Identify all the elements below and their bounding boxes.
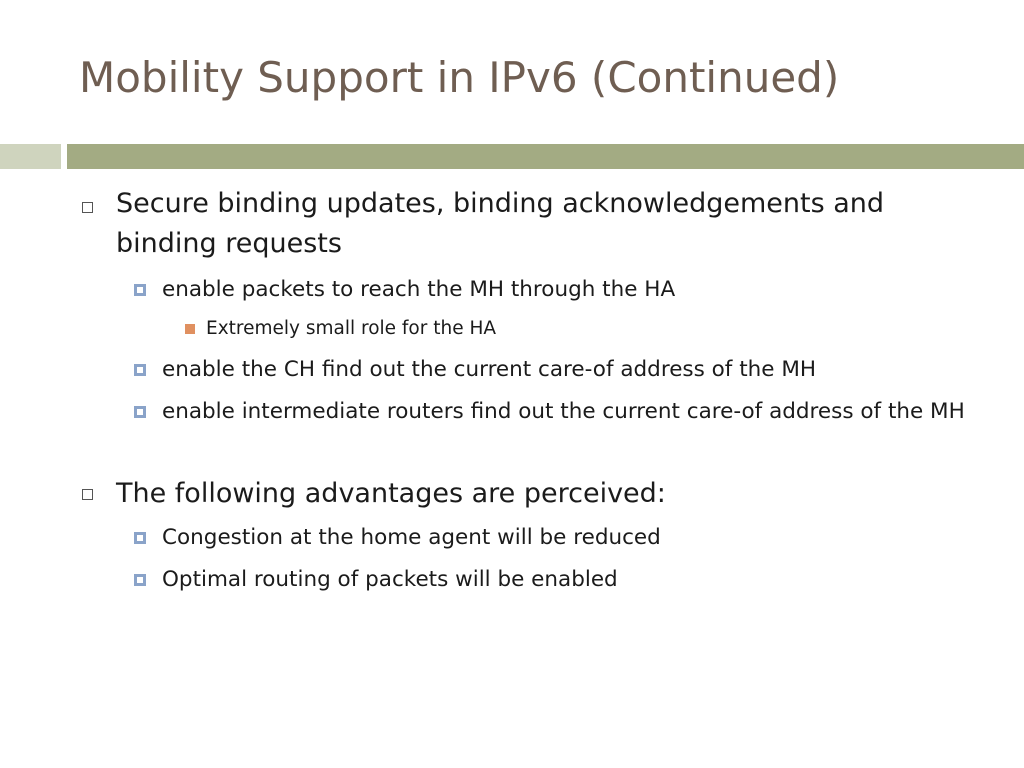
sub-bullet-text: enable the CH find out the current care-of address of the MH <box>162 357 817 382</box>
sub-sub-bullet-item <box>206 315 986 343</box>
sub-sub-bullet-text: Extremely small role for the HA <box>206 318 497 339</box>
framed-square-bullet-icon <box>134 574 146 586</box>
bullet-text: The following advantages are perceived: <box>116 478 666 509</box>
sub-bullet-item <box>162 395 992 428</box>
bullet-text: Secure binding updates, binding acknowledgements and binding requests <box>116 188 885 259</box>
sub-bullet-item <box>162 563 992 596</box>
sub-bullet-item <box>162 273 992 306</box>
framed-square-bullet-icon <box>134 284 146 296</box>
framed-square-bullet-icon <box>134 532 146 544</box>
framed-square-bullet-icon <box>134 406 146 418</box>
hollow-square-bullet-icon <box>82 489 93 500</box>
slide-title: Mobility Support in IPv6 (Continued) <box>79 53 840 102</box>
hollow-square-bullet-icon <box>82 202 93 213</box>
sub-bullet-text: enable intermediate routers find out the current care-of address of the MH <box>162 399 965 424</box>
bullet-item <box>116 184 976 264</box>
sub-bullet-item <box>162 353 992 386</box>
framed-square-bullet-icon <box>134 364 146 376</box>
sub-bullet-text: Optimal routing of packets will be enabled <box>162 567 618 592</box>
bullet-item <box>116 474 976 514</box>
sub-bullet-item <box>162 521 992 554</box>
sub-bullet-text: Congestion at the home agent will be reduced <box>162 525 661 550</box>
sub-bullet-text: enable packets to reach the MH through the HA <box>162 277 676 302</box>
filled-square-bullet-icon <box>185 324 195 334</box>
